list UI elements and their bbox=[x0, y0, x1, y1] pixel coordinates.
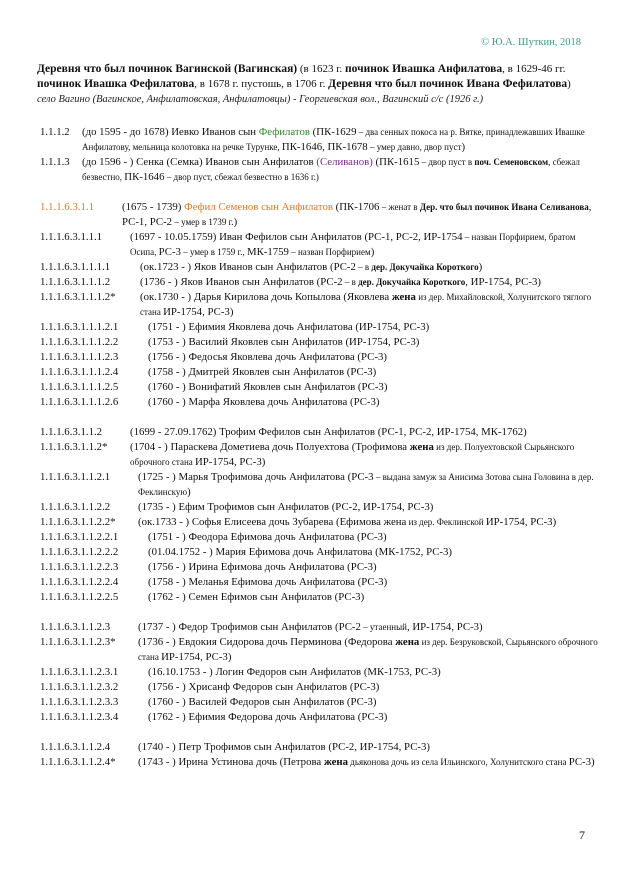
entry-text: (ок.1723 - ) Яков Иванов сын Анфилатов (РС-2 – в дер. Докучайка Короткого) bbox=[140, 261, 483, 273]
entry-text: (1760 - ) Василей Федоров сын Анфилатов (РС-3) bbox=[148, 696, 377, 708]
genealogy-entry bbox=[40, 590, 600, 605]
settlement-header bbox=[37, 62, 597, 107]
entry-text: (до 1596 - ) Сенка (Семка) Иванов сын Анфилатов (Селиванов) (ПК-1615 – двор пуст в поч. Семеновском, сбежал безвестно, ПК-1646 – двор пуст, сбежал безвестно в 1636 г.) bbox=[82, 156, 580, 183]
entry-number: 1.1.1.6.3.1.1.2.3.2 bbox=[40, 681, 119, 693]
header-text: , в 1629-46 гг. bbox=[502, 63, 566, 75]
genealogy-entry bbox=[40, 740, 600, 755]
entry-text: (16.10.1753 - ) Логин Федоров сын Анфилатов (МК-1753, РС-3) bbox=[148, 666, 441, 678]
genealogy-entry bbox=[40, 680, 600, 695]
entry-text: (1758 - ) Меланья Ефимова дочь Анфилатова (РС-3) bbox=[148, 576, 388, 588]
genealogy-entry bbox=[40, 470, 600, 500]
entry-number: 1.1.1.6.3.1.1.2.1 bbox=[40, 471, 111, 483]
entry-number: 1.1.1.6.3.1.1.2.2.1 bbox=[40, 531, 119, 543]
entry-text: (1760 - ) Вонифатий Яковлев сын Анфилатов (РС-3) bbox=[148, 381, 388, 393]
entry-number: 1.1.1.6.3.1.1 bbox=[40, 201, 94, 213]
header-bold: Деревня что был починок Ивана Фефилатова bbox=[328, 78, 568, 90]
entry-text: (1735 - ) Ефим Трофимов сын Анфилатов (РС-2, ИР-1754, РС-3) bbox=[138, 501, 434, 513]
entry-number: 1.1.1.6.3.1.1.2.3* bbox=[40, 636, 116, 648]
entry-number: 1.1.1.6.3.1.1.2.4* bbox=[40, 756, 116, 768]
entry-number: 1.1.1.6.3.1.1.2.3 bbox=[40, 621, 111, 633]
entry-number: 1.1.1.6.3.1.1.2.2.3 bbox=[40, 561, 119, 573]
settlement-title: Деревня что был починок Вагинской (Вагинская) bbox=[37, 63, 298, 75]
entry-number: 1.1.1.6.3.1.1.1 bbox=[40, 231, 103, 243]
genealogy-entry bbox=[40, 695, 600, 710]
header-text: , в 1678 г. пустошь, в 1706 г. bbox=[194, 78, 329, 90]
genealogy-entry bbox=[40, 545, 600, 560]
genealogy-entry bbox=[40, 530, 600, 545]
page-number: 7 bbox=[579, 828, 585, 842]
entry-number: 1.1.1.6.3.1.1.2* bbox=[40, 441, 108, 453]
entry-text: (1751 - ) Феодора Ефимова дочь Анфилатова (РС-3) bbox=[148, 531, 387, 543]
entry-text: (ок.1730 - ) Дарья Кирилова дочь Копылова (Яковлева жена из дер. Михайловской, Холунитского тяглого стана ИР-1754, РС-3) bbox=[140, 291, 592, 318]
entry-number: 1.1.1.3 bbox=[40, 156, 70, 168]
entry-text: (1740 - ) Петр Трофимов сын Анфилатов (РС-2, ИР-1754, РС-3) bbox=[138, 741, 430, 753]
genealogy-entry bbox=[40, 665, 600, 680]
entry-number: 1.1.1.6.3.1.1.2.3.4 bbox=[40, 711, 119, 723]
entry-text: (1736 - ) Евдокия Сидорова дочь Перминова (Федорова жена из дер. Безруковской, Сырьянского оброчного стана ИР-1754, РС-3) bbox=[138, 636, 598, 663]
entry-number: 1.1.1.6.3.1.1.1.2.5 bbox=[40, 381, 119, 393]
entry-number: 1.1.1.6.3.1.1.2.2.2 bbox=[40, 546, 119, 558]
entry-text: (1753 - ) Василий Яковлев сын Анфилатов (ИР-1754, РС-3) bbox=[148, 336, 420, 348]
entry-number: 1.1.1.6.3.1.1.1.1 bbox=[40, 261, 111, 273]
genealogy-entry bbox=[40, 620, 600, 635]
genealogy-entry bbox=[40, 755, 600, 770]
entry-number: 1.1.1.6.3.1.1.2.2 bbox=[40, 501, 111, 513]
entry-text: (1762 - ) Семен Ефимов сын Анфилатов (РС-3) bbox=[148, 591, 365, 603]
entry-text: (1760 - ) Марфа Яковлева дочь Анфилатова (РС-3) bbox=[148, 396, 380, 408]
entry-number: 1.1.1.6.3.1.1.1.2.6 bbox=[40, 396, 119, 408]
genealogy-entry bbox=[40, 710, 600, 725]
entry-text: (1737 - ) Федор Трофимов сын Анфилатов (РС-2 – утаенный, ИР-1754, РС-3) bbox=[138, 621, 483, 633]
entry-number: 1.1.1.6.3.1.1.1.2 bbox=[40, 276, 111, 288]
header-text: ) bbox=[567, 78, 571, 90]
entry-text: (1743 - ) Ирина Устинова дочь (Петрова жена дьяконова дочь из села Ильинского, Холунитского стана РС-3) bbox=[138, 756, 595, 768]
settlement-subtitle: село Вагино (Вагинское, Анфилатовская, Анфилатовцы) - Георгиевская вол., Вагинский с/с (1926 г.) bbox=[37, 94, 484, 105]
entry-number: 1.1.1.6.3.1.1.1.2.4 bbox=[40, 366, 119, 378]
entry-number: 1.1.1.6.3.1.1.1.2.3 bbox=[40, 351, 119, 363]
entry-number: 1.1.1.6.3.1.1.1.2.2 bbox=[40, 336, 119, 348]
entry-number: 1.1.1.6.3.1.1.2.2.4 bbox=[40, 576, 119, 588]
entry-text: (1725 - ) Марья Трофимова дочь Анфилатова (РС-3 – выдана замуж за Анисима Зотова сына Головина в дер. Феклинскую) bbox=[138, 471, 594, 498]
entry-number: 1.1.1.6.3.1.1.1.2* bbox=[40, 291, 116, 303]
entry-text: (1758 - ) Дмитрей Яковлев сын Анфилатов (РС-3) bbox=[148, 366, 377, 378]
genealogy-entry bbox=[40, 575, 600, 590]
entry-text: (1756 - ) Хрисанф Федоров сын Анфилатов (РС-3) bbox=[148, 681, 380, 693]
genealogy-entry bbox=[40, 335, 600, 350]
entry-text: (1699 - 27.09.1762) Трофим Фефилов сын Анфилатов (РС-1, РС-2, ИР-1754, МК-1762) bbox=[130, 426, 527, 438]
genealogy-entry bbox=[40, 260, 600, 275]
entry-text: (до 1595 - до 1678) Иевко Иванов сын Фефилатов (ПК-1629 – два сенных покоса на р. Вятке, принадлежавших Ивашке Анфилатову, мельница колотовка на речке Турунке, ПК-1646, ПК-1678 – умер давно, двор пуст) bbox=[82, 126, 585, 153]
entry-text: (1697 - 10.05.1759) Иван Фефилов сын Анфилатов (РС-1, РС-2, ИР-1754 – назван Порфирием, братом Осипа, РС-3 – умер в 1759 г., МК-1759 – назван Порфирием) bbox=[130, 231, 576, 258]
entry-number: 1.1.1.6.3.1.1.2.4 bbox=[40, 741, 111, 753]
genealogy-entry bbox=[40, 350, 600, 365]
genealogy-entry bbox=[40, 275, 600, 290]
genealogy-entry bbox=[40, 395, 600, 410]
header-bold: починок Ивашка Анфилатова bbox=[345, 63, 503, 75]
entry-text: (1751 - ) Ефимия Яковлева дочь Анфилатова (ИР-1754, РС-3) bbox=[148, 321, 430, 333]
genealogy-entry bbox=[40, 320, 600, 335]
entry-text: (1756 - ) Ирина Ефимова дочь Анфилатова (РС-3) bbox=[148, 561, 377, 573]
genealogy-entry bbox=[40, 515, 600, 530]
entry-number: 1.1.1.6.3.1.1.2.2.5 bbox=[40, 591, 119, 603]
genealogy-entry bbox=[40, 230, 600, 260]
entry-number: 1.1.1.6.3.1.1.2.2* bbox=[40, 516, 116, 528]
genealogy-list bbox=[40, 125, 600, 770]
genealogy-entry bbox=[40, 440, 600, 470]
entry-text: (1756 - ) Федосья Яковлева дочь Анфилатова (РС-3) bbox=[148, 351, 387, 363]
genealogy-entry bbox=[40, 500, 600, 515]
header-text: (в 1623 г. bbox=[297, 63, 346, 75]
entry-number: 1.1.1.6.3.1.1.2.3.3 bbox=[40, 696, 119, 708]
entry-text: (1675 - 1739) Фефил Семенов сын Анфилатов (ПК-1706 – женат в Дер. что был починок Ивана Селиванова, РС-1, РС-2 – умер в 1739 г.) bbox=[122, 201, 592, 228]
entry-text: (ок.1733 - ) Софья Елисеева дочь Зубарева (Ефимова жена из дер. Феклинской ИР-1754, РС-3) bbox=[138, 516, 557, 528]
genealogy-entry bbox=[40, 425, 600, 440]
genealogy-entry bbox=[40, 380, 600, 395]
entry-text: (1704 - ) Параскева Дометиева дочь Полуехтова (Трофимова жена из дер. Полуехтовской Сырьянского оброчного стана ИР-1754, РС-3) bbox=[130, 441, 575, 468]
entry-text: (01.04.1752 - ) Мария Ефимова дочь Анфилатова (МК-1752, РС-3) bbox=[148, 546, 452, 558]
genealogy-entry bbox=[40, 365, 600, 380]
entry-number: 1.1.1.2 bbox=[40, 126, 70, 138]
entry-number: 1.1.1.6.3.1.1.1.2.1 bbox=[40, 321, 119, 333]
genealogy-entry bbox=[40, 635, 600, 665]
entry-text: (1762 - ) Ефимия Федорова дочь Анфилатова (РС-3) bbox=[148, 711, 388, 723]
entry-text: (1736 - ) Яков Иванов сын Анфилатов (РС-2 – в дер. Докучайка Короткого, ИР-1754, РС-3) bbox=[140, 276, 541, 288]
genealogy-entry bbox=[40, 290, 600, 320]
copyright-notice: © Ю.А. Шуткин, 2018 bbox=[481, 37, 581, 48]
genealogy-entry bbox=[40, 560, 600, 575]
header-bold: починок Ивашка Фефилатова bbox=[37, 78, 195, 90]
entry-number: 1.1.1.6.3.1.1.2.3.1 bbox=[40, 666, 119, 678]
genealogy-entry bbox=[40, 155, 600, 185]
genealogy-entry bbox=[40, 200, 600, 230]
genealogy-entry bbox=[40, 125, 600, 155]
entry-number: 1.1.1.6.3.1.1.2 bbox=[40, 426, 103, 438]
